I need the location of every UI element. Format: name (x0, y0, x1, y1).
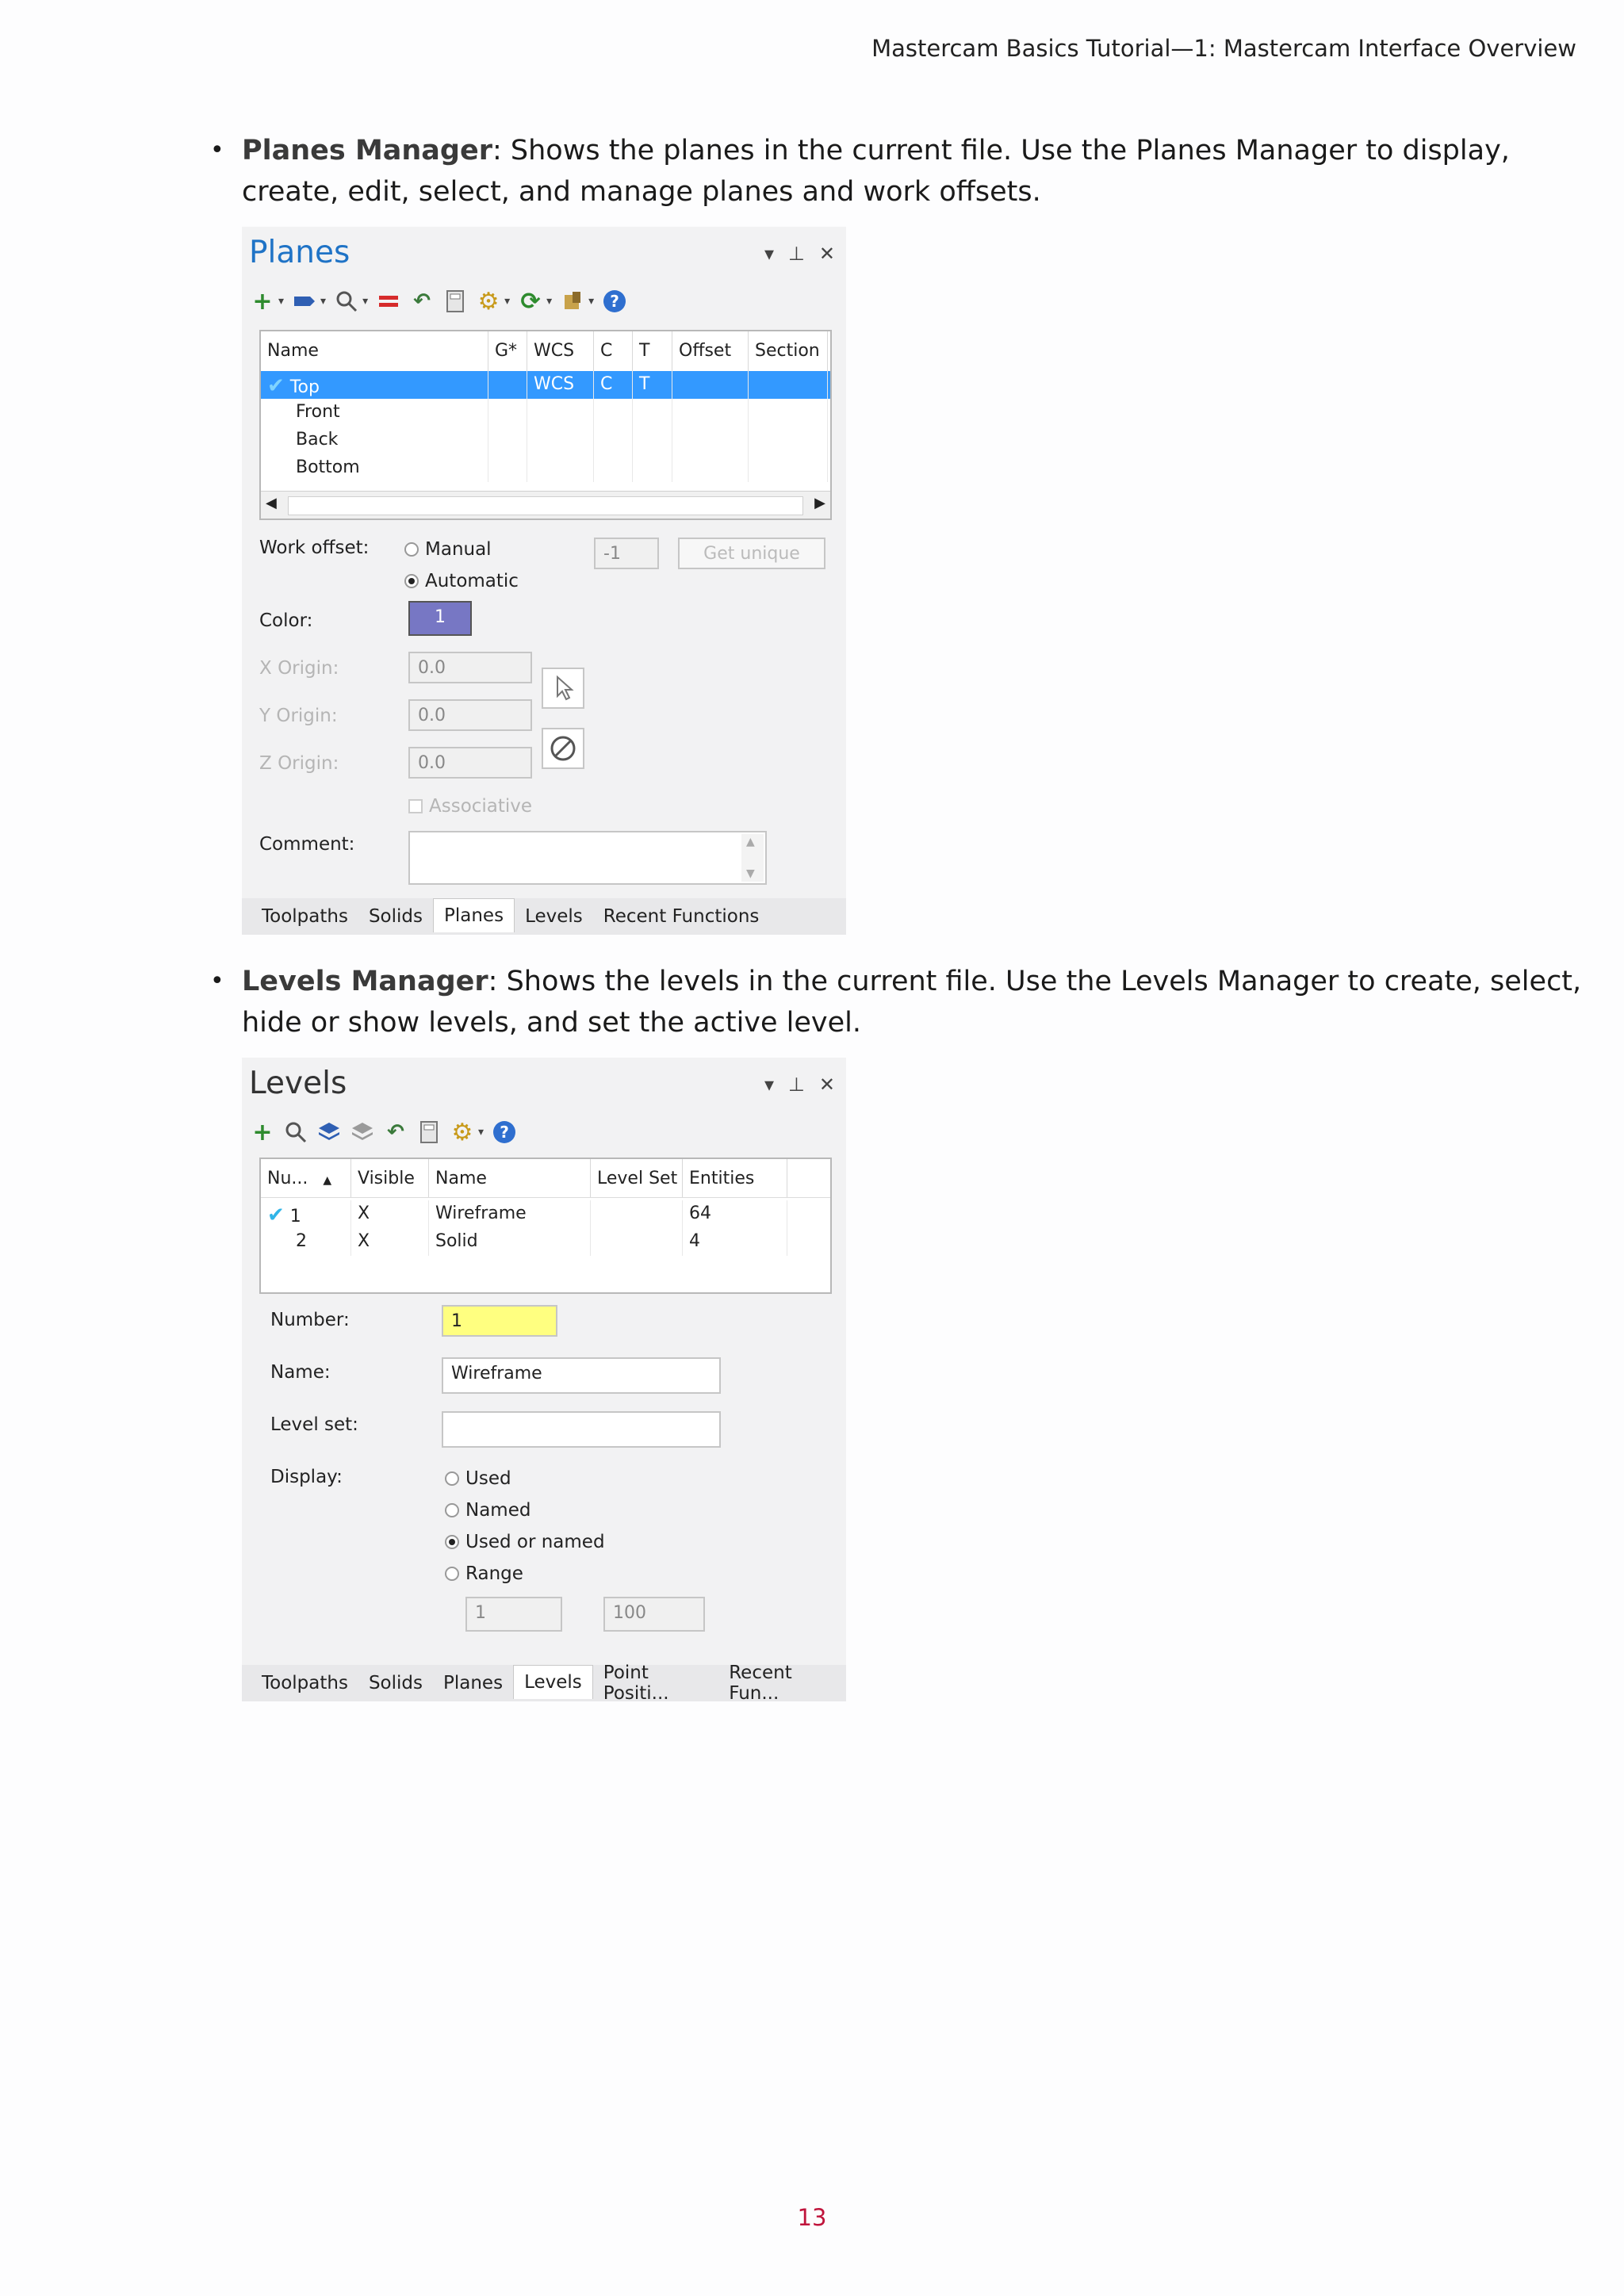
range-from-field[interactable]: 1 (465, 1597, 562, 1632)
planes-panel-title: Planes (249, 235, 350, 270)
check-icon: ✔ (267, 374, 285, 398)
scroll-down-icon[interactable]: ▼ (746, 867, 755, 880)
dropdown-icon[interactable]: ▾ (764, 1073, 774, 1096)
comment-label: Comment: (259, 834, 355, 855)
row-cell (749, 454, 828, 482)
number-field[interactable]: 1 (442, 1305, 557, 1337)
get-unique-button[interactable]: Get unique (678, 538, 825, 569)
row-number-cell (261, 1200, 351, 1228)
radio-icon (445, 1567, 459, 1581)
color-swatch[interactable] (408, 601, 472, 636)
row-cell (633, 427, 672, 454)
row-name: Back (261, 427, 488, 454)
tab-toolpaths[interactable]: Toolpaths (262, 906, 348, 927)
refresh-icon[interactable]: ⟳ (520, 287, 541, 316)
row-entities: 4 (683, 1228, 787, 1256)
planes-tab-bar (242, 898, 846, 935)
radio-icon (445, 1471, 459, 1486)
row-name: Front (261, 399, 488, 427)
levels-manager-term: Levels Manager (242, 966, 488, 997)
work-offset-label: Work offset: (259, 538, 370, 558)
levels-grid (259, 1158, 832, 1294)
row-level-set (591, 1228, 683, 1256)
running-header: Mastercam Basics Tutorial—1: Mastercam Interface Overview (871, 35, 1576, 62)
levels-toolbar (250, 1119, 517, 1145)
select-origin-button[interactable] (542, 668, 584, 709)
tab-levels[interactable]: Levels (513, 1665, 593, 1699)
radio-icon (404, 542, 419, 557)
table-row[interactable] (261, 427, 830, 454)
planes-manager-description (242, 130, 1582, 212)
row-t: T (633, 371, 672, 399)
row-name: Top (289, 377, 320, 397)
scroll-left-icon[interactable]: ◀ (266, 495, 277, 511)
planes-panel (242, 227, 846, 935)
row-cell (594, 399, 633, 427)
window-controls (764, 1073, 835, 1096)
associative-label: Associative (429, 796, 533, 817)
flag-icon[interactable] (292, 289, 317, 314)
vertical-scrollbar[interactable] (741, 834, 764, 882)
checkbox-icon (408, 799, 423, 813)
tab-point-positions[interactable]: Point Positi... (603, 1663, 669, 1704)
levels-panel-title: Levels (249, 1066, 347, 1101)
levels-manager-description (242, 961, 1582, 1043)
row-cell (672, 427, 749, 454)
column-header-name[interactable]: Name (261, 331, 488, 371)
range-to-field[interactable]: 100 (603, 1597, 705, 1632)
svg-text:?: ? (610, 292, 619, 311)
row-cell (672, 399, 749, 427)
svg-text:?: ? (500, 1123, 509, 1142)
row-entities: 64 (683, 1200, 787, 1228)
display-range-label: Range (465, 1563, 523, 1584)
row-number: 2 (261, 1228, 351, 1256)
calculator-icon[interactable] (442, 289, 468, 314)
display-used-or-named-label: Used or named (465, 1532, 605, 1552)
display-used-or-named-radio[interactable] (445, 1532, 605, 1552)
tab-solids[interactable]: Solids (368, 1673, 423, 1693)
window-controls (764, 243, 835, 265)
column-header-section[interactable]: Section (749, 331, 828, 371)
search-icon[interactable] (334, 289, 359, 314)
pin-icon[interactable]: ⊥ (787, 1073, 805, 1096)
number-label: Number: (270, 1310, 350, 1330)
chevron-down-icon[interactable]: ▾ (478, 1126, 485, 1138)
z-origin-field[interactable]: 0.0 (408, 747, 532, 779)
column-header-entities[interactable]: Entities (683, 1159, 787, 1197)
column-header-number[interactable] (261, 1159, 351, 1197)
row-number: 1 (289, 1207, 301, 1226)
associative-checkbox[interactable] (408, 796, 532, 817)
table-row[interactable] (261, 371, 830, 399)
tab-recent-functions[interactable]: Recent Fun... (729, 1663, 792, 1704)
row-cell (672, 454, 749, 482)
radio-icon (445, 1503, 459, 1517)
close-icon[interactable]: ✕ (818, 243, 835, 265)
y-origin-field[interactable]: 0.0 (408, 699, 532, 731)
search-icon[interactable] (283, 1119, 308, 1145)
name-field[interactable]: Wireframe (442, 1357, 721, 1394)
column-header-g[interactable]: G* (488, 331, 527, 371)
equals-icon[interactable] (376, 289, 401, 314)
row-c: C (594, 371, 633, 399)
export-icon[interactable] (560, 289, 585, 314)
tab-planes[interactable]: Planes (443, 1673, 504, 1693)
row-name: Solid (429, 1228, 591, 1256)
row-cell (594, 427, 633, 454)
x-origin-label: X Origin: (259, 658, 339, 679)
row-cell (527, 454, 594, 482)
radio-icon (445, 1535, 459, 1549)
automatic-label: Automatic (425, 571, 519, 591)
levels-tab-bar (242, 1663, 846, 1704)
row-cell (633, 399, 672, 427)
name-label: Name: (270, 1362, 331, 1383)
radio-icon (404, 574, 419, 588)
display-named-radio[interactable] (445, 1500, 530, 1521)
layers-gray-icon[interactable] (350, 1119, 375, 1145)
horizontal-scrollbar[interactable] (261, 491, 830, 519)
table-row[interactable] (261, 1228, 830, 1256)
row-cell (749, 427, 828, 454)
page-number: 13 (797, 2204, 827, 2231)
column-number-label: Nu... (267, 1169, 308, 1188)
y-origin-label: Y Origin: (259, 706, 338, 726)
row-cell (488, 454, 527, 482)
active-level-check-icon: ✔ (267, 1203, 285, 1227)
display-used-radio[interactable] (445, 1468, 511, 1489)
add-icon[interactable]: + (252, 1118, 273, 1146)
z-origin-label: Z Origin: (259, 753, 339, 774)
column-header-c[interactable]: C (594, 331, 633, 371)
row-cell (488, 427, 527, 454)
tab-toolpaths[interactable]: Toolpaths (262, 1673, 348, 1693)
level-set-label: Level set: (270, 1414, 358, 1435)
tab-levels[interactable]: Levels (525, 906, 583, 927)
scroll-up-icon[interactable]: ▲ (746, 836, 755, 848)
x-origin-field[interactable]: 0.0 (408, 652, 532, 683)
column-header-offset[interactable]: Offset (672, 331, 749, 371)
comment-field[interactable] (408, 831, 767, 885)
gear-icon[interactable]: ⚙ (477, 287, 500, 316)
dropdown-icon[interactable]: ▾ (764, 243, 774, 265)
tab-solids[interactable]: Solids (368, 906, 423, 927)
tab-planes[interactable]: Planes (433, 898, 515, 932)
planes-manager-text: : Shows the planes in the current file. Use the Planes Manager to display, create, edit, select, and manage planes and work offsets. (242, 135, 1510, 208)
table-row[interactable] (261, 399, 830, 427)
level-set-field[interactable] (442, 1411, 721, 1448)
row-visible[interactable]: X (351, 1200, 429, 1228)
planes-grid (259, 330, 832, 520)
chevron-down-icon[interactable]: ▾ (320, 295, 327, 308)
row-cell (488, 399, 527, 427)
pin-icon[interactable]: ⊥ (787, 243, 805, 265)
levels-grid-header (261, 1159, 830, 1198)
planes-manager-term: Planes Manager (242, 135, 492, 166)
color-label: Color: (259, 610, 313, 631)
column-header-level-set[interactable]: Level Set (591, 1159, 683, 1197)
prohibit-icon (543, 729, 583, 767)
column-header-t[interactable]: T (633, 331, 672, 371)
levels-manager-text: : Shows the levels in the current file. Use the Levels Manager to create, select, hide or show levels, and set the active level. (242, 966, 1582, 1039)
help-icon[interactable] (602, 289, 627, 314)
scrollbar-thumb[interactable] (288, 496, 803, 515)
cursor-icon (543, 669, 583, 707)
add-icon[interactable]: + (252, 287, 273, 316)
chevron-down-icon[interactable]: ▾ (504, 295, 511, 308)
row-name: Wireframe (429, 1200, 591, 1228)
row-cell (633, 454, 672, 482)
help-icon[interactable] (492, 1119, 517, 1145)
row-wcs: WCS (527, 371, 594, 399)
color-value: 1 (435, 607, 446, 627)
row-name-cell (261, 371, 488, 399)
row-visible[interactable]: X (351, 1228, 429, 1256)
chevron-down-icon[interactable]: ▾ (546, 295, 553, 308)
automatic-radio[interactable] (404, 571, 519, 591)
display-label: Display: (270, 1467, 343, 1487)
layers-icon[interactable] (316, 1119, 342, 1145)
manual-label: Manual (425, 539, 492, 560)
display-used-label: Used (465, 1468, 511, 1489)
row-name: Bottom (261, 454, 488, 482)
undo-icon[interactable]: ↶ (413, 289, 431, 313)
row-cell (749, 399, 828, 427)
row-level-set (591, 1200, 683, 1228)
display-named-label: Named (465, 1500, 531, 1521)
row-cell (527, 427, 594, 454)
clear-origin-button[interactable] (542, 728, 584, 769)
manual-radio[interactable] (404, 539, 492, 560)
chevron-down-icon[interactable]: ▾ (588, 295, 595, 308)
gear-icon[interactable]: ⚙ (451, 1118, 473, 1146)
levels-panel (242, 1058, 846, 1704)
tab-recent-functions[interactable]: Recent Functions (603, 906, 760, 927)
row-cell (527, 399, 594, 427)
table-row[interactable] (261, 454, 830, 482)
row-cell (594, 454, 633, 482)
close-icon[interactable]: ✕ (818, 1073, 835, 1096)
sort-ascending-icon: ▲ (323, 1174, 332, 1187)
row-g (488, 371, 527, 399)
planes-grid-header (261, 331, 830, 372)
chevron-down-icon[interactable]: ▾ (362, 295, 369, 308)
chevron-down-icon[interactable]: ▾ (278, 295, 285, 308)
table-row[interactable] (261, 1200, 830, 1228)
column-header-name[interactable]: Name (429, 1159, 591, 1197)
display-range-radio[interactable] (445, 1563, 523, 1584)
calculator-icon[interactable] (416, 1119, 442, 1145)
column-header-visible[interactable]: Visible (351, 1159, 429, 1197)
row-offset (672, 371, 749, 399)
column-header-wcs[interactable]: WCS (527, 331, 594, 371)
undo-icon[interactable]: ↶ (387, 1120, 404, 1144)
planes-toolbar (250, 289, 627, 314)
scroll-right-icon[interactable]: ▶ (814, 495, 825, 511)
work-offset-number-field[interactable]: -1 (594, 538, 659, 569)
row-section (749, 371, 828, 399)
